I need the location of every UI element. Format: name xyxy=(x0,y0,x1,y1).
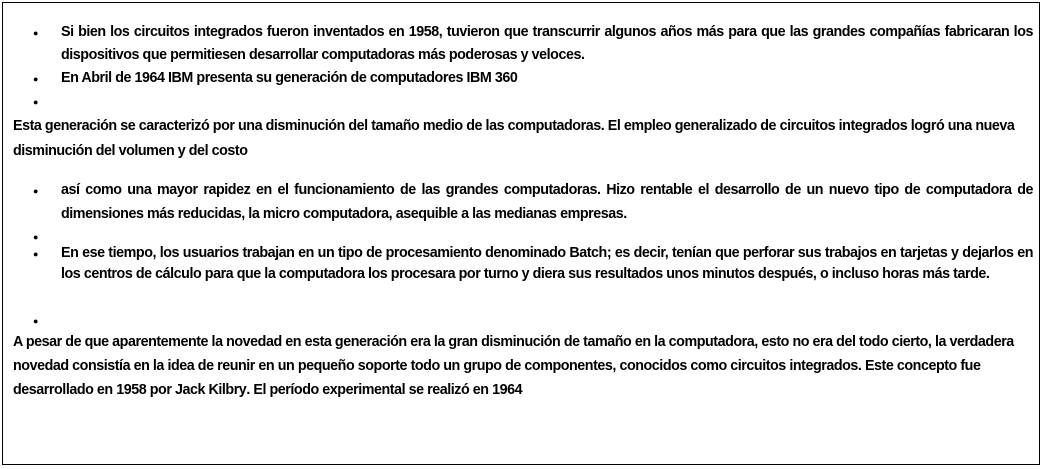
bullet-icon: ● xyxy=(33,97,38,107)
list-item-empty xyxy=(3,90,1041,108)
bullet-icon: ● xyxy=(33,186,38,196)
bullet-icon: ● xyxy=(33,28,38,38)
list-item-text-pre: así como una mayor rapidez en el funcionamiento de las grandes computadoras. Hizo rentable el desarrollo de un nuevo tipo de computadora de dimensiones más reducidas, xyxy=(61,182,1033,222)
list-item-text-strong: Batch xyxy=(569,245,607,261)
paragraph-1: Esta generación se caracterizó por una disminución del tamaño medio de las computadoras. El empleo generalizado de circuitos integrados logró una nueva disminución del volumen y del costo xyxy=(13,118,1015,159)
list-item xyxy=(3,67,1041,90)
bullet-icon: ● xyxy=(33,74,38,84)
list-item-text: Si bien los circuitos integrados fueron inventados en 1958, tuvieron que transcurrir algunos años más para que las grandes compañías fabricaran los dispositivos que permitiesen desarrollar computadoras más poderosas y veloces. xyxy=(61,24,1033,63)
paragraph-2 xyxy=(13,330,1031,402)
list-item-text: En Abril de 1964 IBM presenta su generación de computadores IBM 360 xyxy=(61,70,518,86)
list-item xyxy=(3,243,1041,309)
list-item-text-post: , asequible a las medianas empresas. xyxy=(388,206,627,222)
paragraph-text-strong: Jack Kilbry xyxy=(174,382,247,398)
list-item xyxy=(3,21,1041,67)
paragraph-text-pre: A pesar de que aparentemente la novedad en esta generación era la gran disminución de tamaño en la computadora, esto no era del todo cierto, la verdadera novedad consistía en la idea de reunir en un pequeño soporte todo un grupo de componentes, conocidos como circuitos integrados. Este concepto fue desarrollado en 1958 por xyxy=(13,334,1014,398)
bullet-icon: ● xyxy=(33,249,38,259)
list-item xyxy=(3,178,1041,225)
list-item-text-post: ; es decir, tenían que perforar sus trabajos en tarjetas y dejarlos en los centros de cálculo para que la computadora los procesara por turno y diera sus resultados unos minutos después, o incluso horas más tarde. xyxy=(61,245,1033,282)
paragraph-text-post: . El período experimental se realizó en 1964 xyxy=(246,382,523,398)
bullet-list-2 xyxy=(3,178,1041,326)
bullet-list-1 xyxy=(3,21,1041,108)
text-box-frame xyxy=(2,2,1040,465)
bullet-icon: ● xyxy=(33,316,38,326)
list-item-empty xyxy=(3,225,1041,243)
list-item-empty xyxy=(3,309,1041,326)
list-item-text-pre: En ese tiempo, los usuarios trabajan en un tipo de procesamiento denominado xyxy=(61,245,570,261)
list-item-text-strong: la micro computadora xyxy=(248,206,389,222)
bullet-icon: ● xyxy=(33,232,38,242)
